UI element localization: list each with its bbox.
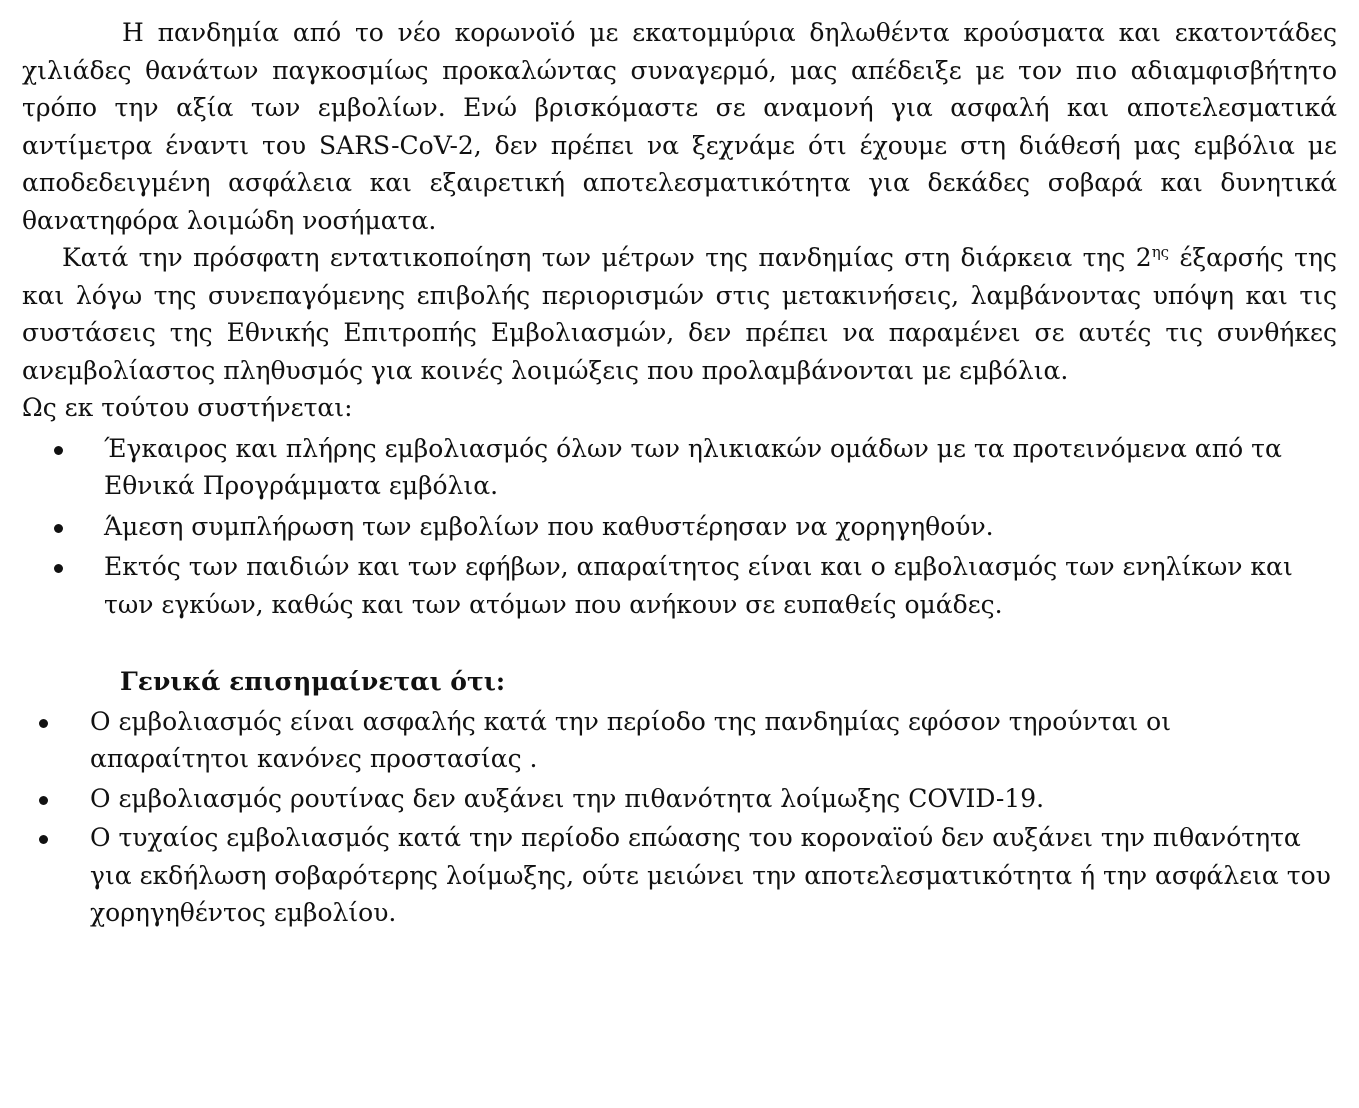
list-item bbox=[22, 780, 1337, 818]
list-item bbox=[22, 819, 1337, 932]
measures-text-end: έξαρσής της και λόγω της συνεπαγόμενης επιβολής περιορισμών στις μετακινήσεις, λαμβάνοντας υπόψη και τις συστάσεις της Εθνικής Επιτροπής Εμβολιασμών, δεν πρέπει να παραμένει σε αυτές τις συνθήκες ανεμβολίαστος πληθυσμός για κοινές λοιμώξεις που προλαμβάνονται με εμβόλια. bbox=[22, 243, 1337, 385]
recommendation-lead: Ως εκ τούτου συστήνεται: bbox=[22, 393, 353, 422]
measures-text-start: Κατά την πρόσφατη εντατικοποίηση των μέτρων της πανδημίας στη διάρκεια της 2 bbox=[62, 243, 1152, 272]
bullet-icon bbox=[39, 719, 48, 728]
list-item bbox=[22, 430, 1337, 505]
measures-paragraph bbox=[22, 239, 1337, 389]
list-item-text: Ο τυχαίος εμβολιασμός κατά την περίοδο επώασης του κοροναϊού δεν αυξάνει την πιθανότητα για εκδήλωση σοβαρότερης λοίμωξης, ούτε μειώνει την αποτελεσματικότητα ή την ασφάλεια του χορηγηθέντος εμβολίου. bbox=[90, 823, 1331, 927]
recommendations-list bbox=[22, 430, 1337, 624]
bullet-icon bbox=[39, 796, 48, 805]
intro-paragraph: Η πανδημία από το νέο κορωνοϊό με εκατομμύρια δηλωθέντα κρούσματα και εκατοντάδες χιλιάδες θανάτων παγκοσμίως προκαλώντας συναγερμό, μας απέδειξε με τον πιο αδιαμφισβήτητο τρόπο την αξία των εμβολίων. Ενώ βρισκόμαστε σε αναμονή για ασφαλή και αποτελεσματικά αντίμετρα έναντι του SARS-CoV-2, δεν πρέπει να ξεχνάμε ότι έχουμε στη διάθεσή μας εμβόλια με αποδεδειγμένη ασφάλεια και εξαιρετική αποτελεσματικότητα για δεκάδες σοβαρά και δυνητικά θανατηφόρα λοιμώδη νοσήματα. bbox=[22, 18, 1337, 235]
list-item bbox=[22, 703, 1337, 778]
general-points-list bbox=[22, 703, 1337, 932]
list-item-text: Εκτός των παιδιών και των εφήβων, απαραίτητος είναι και ο εμβολιασμός των ενηλίκων και των εγκύων, καθώς και των ατόμων που ανήκουν σε ευπαθείς ομάδες. bbox=[104, 552, 1293, 619]
ordinal-suffix: ης bbox=[1151, 243, 1170, 261]
list-item-text: Έγκαιρος και πλήρης εμβολιασμός όλων των ηλικιακών ομάδων με τα προτεινόμενα από τα Εθνικά Προγράμματα εμβόλια. bbox=[104, 433, 1282, 500]
list-item-text: Ο εμβολιασμός είναι ασφαλής κατά την περίοδο της πανδημίας εφόσον τηρούνται οι απαραίτητοι κανόνες προστασίας . bbox=[90, 706, 1171, 773]
bullet-icon bbox=[39, 835, 48, 844]
general-heading: Γενικά επισημαίνεται ότι: bbox=[120, 667, 506, 696]
list-item bbox=[22, 548, 1337, 623]
bullet-icon bbox=[54, 524, 63, 533]
list-item-text: Άμεση συμπλήρωση των εμβολίων που καθυστέρησαν να χορηγηθούν. bbox=[104, 511, 994, 541]
bullet-icon bbox=[54, 564, 63, 573]
list-item bbox=[22, 508, 1337, 546]
bullet-icon bbox=[54, 446, 63, 455]
list-item-text: Ο εμβολιασμός ρουτίνας δεν αυξάνει την πιθανότητα λοίμωξης COVID-19. bbox=[90, 783, 1045, 813]
